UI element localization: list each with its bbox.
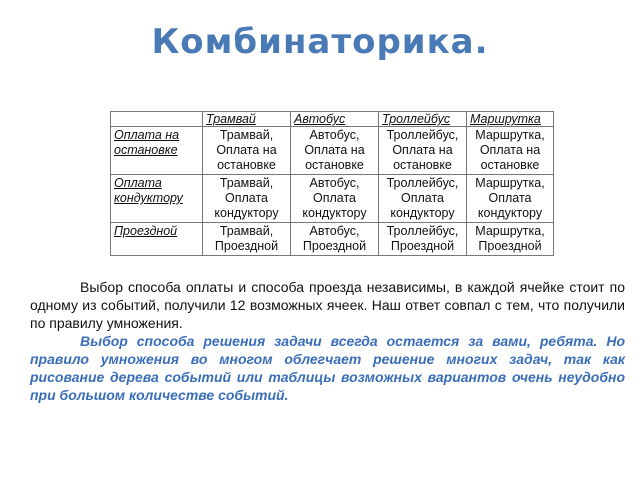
table-cell: Автобус, Оплата кондуктору xyxy=(291,175,379,223)
table-cell: Маршрутка, Проездной xyxy=(467,223,554,256)
combination-table xyxy=(110,111,554,256)
row-header-pay-conductor: Оплата кондуктору xyxy=(111,175,203,223)
column-header-tram: Трамвай xyxy=(203,112,291,127)
slide-title: Комбинаторика. xyxy=(151,22,489,62)
table-cell: Маршрутка, Оплата кондуктору xyxy=(467,175,554,223)
emphasis-paragraph: Выбор способа решения задачи всегда остается за вами, ребята. Но правило умножения во многом облегчает решение многих задач, так как рисование дерева событий или таблицы возможных вариантов очень неудобно при большом количестве событий. xyxy=(30,333,625,403)
table-cell: Маршрутка, Оплата на остановке xyxy=(467,127,554,175)
table-row xyxy=(111,127,554,175)
explanation-paragraph: Выбор способа оплаты и способа проезда независимы, в каждой ячейке стоит по одному из событий, получили 12 возможных ячеек. Наш ответ совпал с тем, что получили по правилу умножения. xyxy=(30,279,625,331)
table-cell: Троллейбус, Проездной xyxy=(379,223,467,256)
table-row xyxy=(111,223,554,256)
table-cell: Автобус, Оплата на остановке xyxy=(291,127,379,175)
table-cell: Троллейбус, Оплата на остановке xyxy=(379,127,467,175)
row-header-travel-pass: Проездной xyxy=(111,223,203,256)
column-header-trolleybus: Троллейбус xyxy=(379,112,467,127)
table-cell: Троллейбус, Оплата кондуктору xyxy=(379,175,467,223)
table-cell: Трамвай, Оплата на остановке xyxy=(203,127,291,175)
table-header-row xyxy=(111,112,554,127)
table-corner-cell xyxy=(111,112,203,127)
row-header-pay-at-stop: Оплата на остановке xyxy=(111,127,203,175)
table-cell: Автобус, Проездной xyxy=(291,223,379,256)
table-cell: Трамвай, Оплата кондуктору xyxy=(203,175,291,223)
column-header-bus: Автобус xyxy=(291,112,379,127)
table-row xyxy=(111,175,554,223)
table-cell: Трамвай, Проездной xyxy=(203,223,291,256)
column-header-minibus: Маршрутка xyxy=(467,112,554,127)
